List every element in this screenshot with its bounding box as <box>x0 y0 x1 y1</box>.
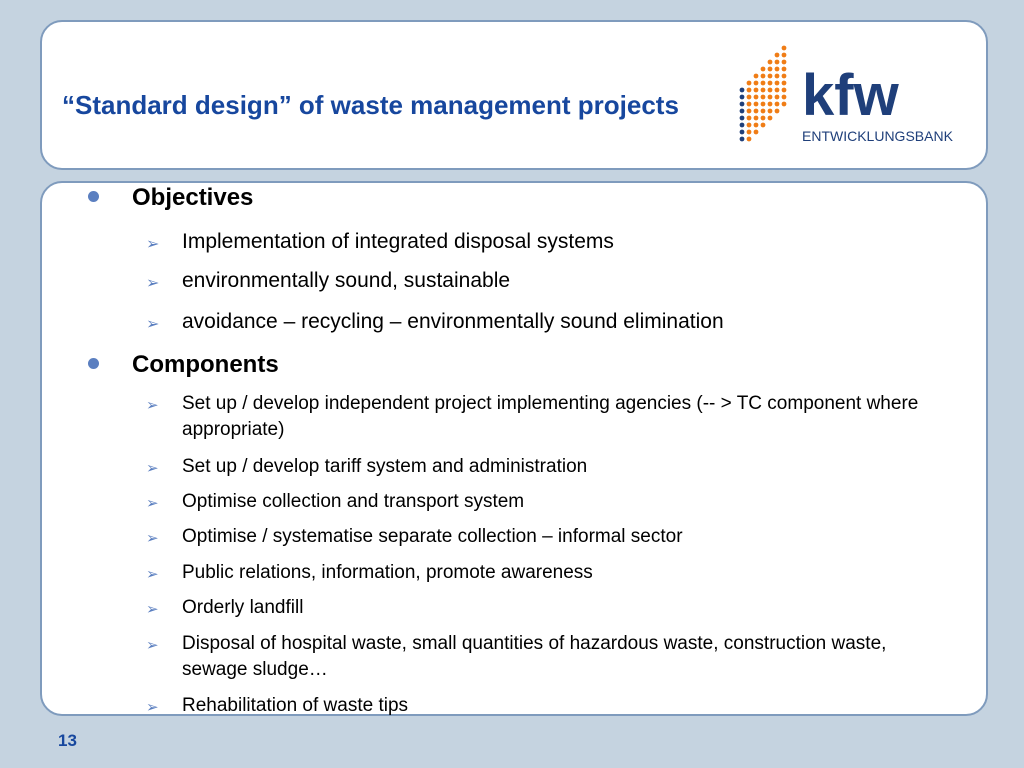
list-item <box>146 560 922 586</box>
arrow-bullet-icon: ➢ <box>146 530 159 547</box>
arrow-bullet-icon: ➢ <box>146 699 159 716</box>
logo-dot-pattern <box>740 46 787 142</box>
arrow-bullet-icon: ➢ <box>146 316 160 333</box>
logo-dot <box>761 116 766 121</box>
arrow-bullet-icon: ➢ <box>146 637 159 654</box>
logo-dot <box>775 88 780 93</box>
logo-dot <box>768 95 773 100</box>
logo-dot <box>768 116 773 121</box>
logo-dot <box>782 53 787 58</box>
list-item-text: Public relations, information, promote awareness <box>182 562 593 583</box>
logo-subtitle: ENTWICKLUNGSBANK <box>802 128 953 144</box>
arrow-bullet-icon: ➢ <box>146 566 159 583</box>
list-item <box>146 693 922 719</box>
logo-dot <box>740 123 745 128</box>
logo-dot <box>747 81 752 86</box>
logo-wordmark: kfw <box>802 63 899 128</box>
logo-dot <box>761 67 766 72</box>
logo-dot <box>747 88 752 93</box>
logo-dot <box>775 60 780 65</box>
logo-dot <box>754 74 759 79</box>
list-item-text: Set up / develop independent project implementing agencies (-- > TC component where appropriate) <box>182 393 919 440</box>
logo-dot <box>782 102 787 107</box>
page-number: 13 <box>58 731 77 750</box>
logo-dot <box>768 102 773 107</box>
logo-dot <box>768 60 773 65</box>
list-item-text: Orderly landfill <box>182 597 304 618</box>
logo-dot <box>747 102 752 107</box>
list-item-text: Disposal of hospital waste, small quantities of hazardous waste, construction waste, sewage sludge… <box>182 633 887 680</box>
list-item-text: avoidance – recycling – environmentally sound elimination <box>182 310 724 333</box>
logo-dot <box>768 74 773 79</box>
logo-dot <box>754 123 759 128</box>
logo-dot <box>775 102 780 107</box>
list-item <box>146 631 922 683</box>
logo-dot <box>768 109 773 114</box>
logo-dot <box>761 109 766 114</box>
slide-title: “Standard design” of waste management projects <box>62 90 679 120</box>
logo-dot <box>775 95 780 100</box>
arrow-bullet-icon: ➢ <box>146 236 160 253</box>
logo-dot <box>761 123 766 128</box>
logo-dot <box>761 88 766 93</box>
list-item <box>146 454 922 480</box>
logo-dot <box>768 81 773 86</box>
logo-dot <box>782 81 787 86</box>
logo-dot <box>747 116 752 121</box>
logo-dot <box>782 95 787 100</box>
logo-dot <box>768 88 773 93</box>
logo-dot <box>761 74 766 79</box>
logo-dot <box>747 109 752 114</box>
list-item-text: Rehabilitation of waste tips <box>182 695 409 716</box>
logo-dot <box>782 46 787 51</box>
arrow-bullet-icon: ➢ <box>146 397 159 414</box>
list-item <box>146 229 922 255</box>
logo-dot <box>754 88 759 93</box>
logo-dot <box>747 95 752 100</box>
logo-dot <box>747 137 752 142</box>
section-heading-components <box>132 351 279 379</box>
logo-dot <box>754 102 759 107</box>
logo-dot <box>775 74 780 79</box>
logo-dot <box>768 67 773 72</box>
arrow-bullet-icon: ➢ <box>146 601 159 618</box>
logo-dot <box>761 81 766 86</box>
logo-dot <box>740 137 745 142</box>
list-item <box>146 524 922 550</box>
logo-dot <box>775 53 780 58</box>
list-item-text: Implementation of integrated disposal systems <box>182 230 614 253</box>
logo-dot <box>747 130 752 135</box>
logo-dot <box>740 88 745 93</box>
content-panel <box>40 181 988 716</box>
logo-dot <box>775 81 780 86</box>
kfw-logo <box>736 42 976 146</box>
section-heading-text: Objectives <box>132 184 254 211</box>
logo-dot <box>761 95 766 100</box>
bullet-dot <box>88 358 99 369</box>
logo-dot <box>782 60 787 65</box>
logo-dot <box>747 123 752 128</box>
logo-dot <box>754 95 759 100</box>
logo-dot <box>754 81 759 86</box>
logo-dot <box>782 88 787 93</box>
logo-dot <box>740 102 745 107</box>
logo-dot <box>775 109 780 114</box>
list-item <box>146 391 922 443</box>
logo-dot <box>754 109 759 114</box>
list-item-text: Optimise collection and transport system <box>182 491 525 512</box>
logo-dot <box>782 67 787 72</box>
logo-dot <box>782 74 787 79</box>
list-item <box>146 268 922 294</box>
list-item-text: Optimise / systematise separate collection – informal sector <box>182 526 683 547</box>
logo-dot <box>740 116 745 121</box>
arrow-bullet-icon: ➢ <box>146 275 160 292</box>
section-heading-text: Components <box>132 351 279 378</box>
list-item <box>146 595 922 621</box>
logo-dot <box>740 95 745 100</box>
arrow-bullet-icon: ➢ <box>146 495 159 512</box>
section-heading-objectives <box>132 184 253 212</box>
logo-dot <box>775 67 780 72</box>
list-item <box>146 309 922 335</box>
bullet-dot <box>88 191 99 202</box>
header-panel <box>40 20 988 170</box>
logo-dot <box>754 130 759 135</box>
list-item <box>146 489 922 515</box>
list-item-text: Set up / develop tariff system and administration <box>182 456 588 477</box>
list-item-text: environmentally sound, sustainable <box>182 269 511 292</box>
logo-dot <box>740 130 745 135</box>
logo-dot <box>754 116 759 121</box>
logo-dot <box>740 109 745 114</box>
arrow-bullet-icon: ➢ <box>146 460 159 477</box>
logo-dot <box>761 102 766 107</box>
